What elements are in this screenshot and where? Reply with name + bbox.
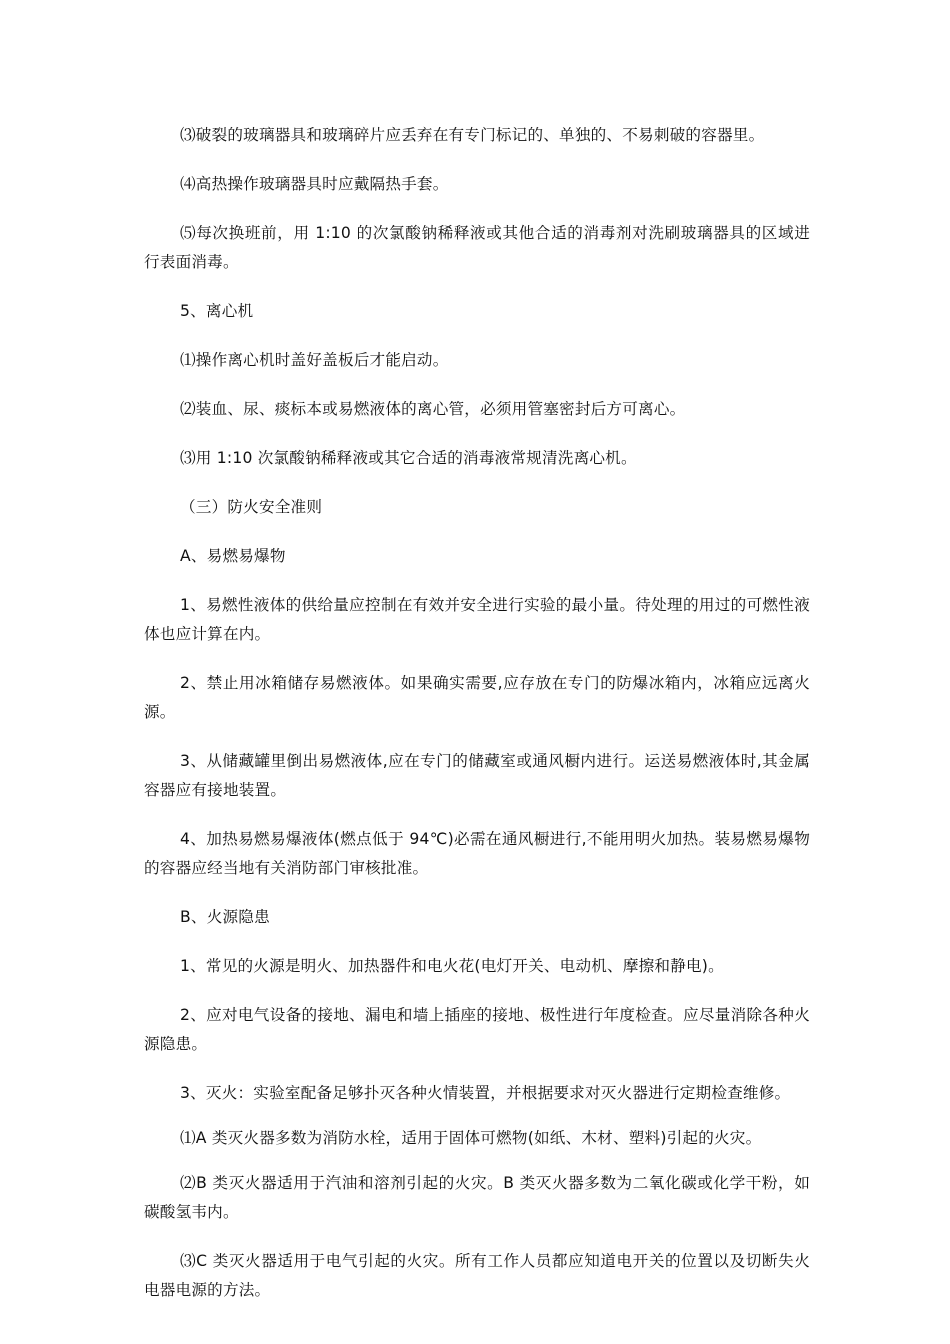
paragraph-common-sources: 1、常见的火源是明火、加热器件和电火花(电灯开关、电动机、摩擦和静电)。 [180,957,724,975]
paragraph-glassware-disposal: ⑶破裂的玻璃器具和玻璃碎片应丢弃在有专门标记的、单独的、不易刺破的容器里。 [180,126,765,144]
section-heading-centrifuge: 5、离心机 [180,302,254,320]
paragraph-class-b: ⑵B 类灭火器适用于汽油和溶剂引起的火灾。B 类灭火器多数为二氧化碳或化学干粉，如碳酸氢韦内。 [144,1174,810,1221]
paragraph-pouring-liquids: 3、从储藏罐里倒出易燃液体,应在专门的储藏室或通风橱内进行。运送易燃液体时,其金属容器应有接地装置。 [144,752,810,799]
paragraph-class-c: ⑶C 类灭火器适用于电气引起的火灾。所有工作人员都应知道电开关的位置以及切断失火电器电源的方法。 [144,1252,810,1299]
paragraph-class-a: ⑴A 类灭火器多数为消防水栓，适用于固体可燃物(如纸、木材、塑料)引起的火灾。 [180,1129,762,1147]
paragraph-heating-liquids: 4、加热易燃易爆液体(燃点低于 94℃)必需在通风橱进行,不能用明火加热。装易燃易爆物的容器应经当地有关消防部门审核批准。 [144,830,810,877]
paragraph-extinguishing: 3、灭火：实验室配备足够扑灭各种火情装置，并根据要求对灭火器进行定期检查维修。 [180,1084,791,1102]
paragraph-electrical-checks: 2、应对电气设备的接地、漏电和墙上插座的接地、极性进行年度检查。应尽量消除各种火源隐患。 [144,1006,810,1053]
paragraph-flammable-supply: 1、易燃性液体的供给量应控制在有效并安全进行实验的最小量。待处理的用过的可燃性液体也应计算在内。 [144,596,810,643]
section-heading-fire-safety: （三）防火安全准则 [180,498,323,516]
paragraph-centrifuge-tubes: ⑵装血、尿、痰标本或易燃液体的离心管，必须用管塞密封后方可离心。 [180,400,686,418]
subheading-ignition-sources: B、火源隐患 [180,908,270,926]
paragraph-centrifuge-cleaning: ⑶用 1:10 次氯酸钠稀释液或其它合适的消毒液常规清洗离心机。 [180,449,637,467]
paragraph-heat-gloves: ⑷高热操作玻璃器具时应戴隔热手套。 [180,175,449,193]
paragraph-fridge-storage: 2、禁止用冰箱储存易燃液体。如果确实需要,应存放在专门的防爆冰箱内，冰箱应远离火源。 [144,674,810,721]
paragraph-shift-disinfection: ⑸每次换班前，用 1:10 的次氯酸钠稀释液或其他合适的消毒剂对洗刷玻璃器具的区域进行表面消毒。 [144,224,810,271]
paragraph-centrifuge-lid: ⑴操作离心机时盖好盖板后才能启动。 [180,351,449,369]
document-body [144,121,810,1325]
subheading-flammables: A、易燃易爆物 [180,547,286,565]
